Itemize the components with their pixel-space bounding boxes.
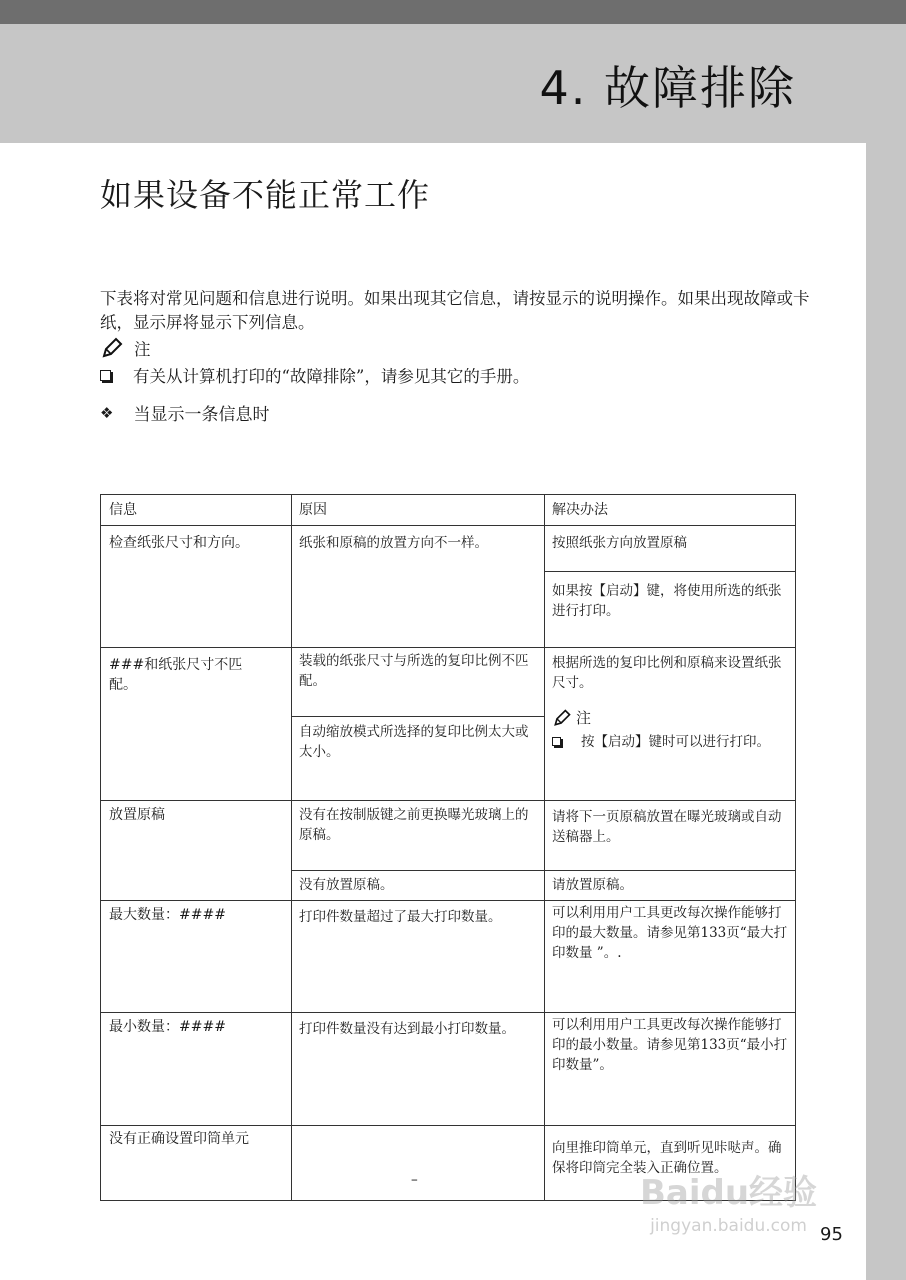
row2-note-item-text: 按【启动】键时可以进行打印。 bbox=[581, 734, 770, 750]
row6-solution: 向里推印筒单元，直到听见咔哒声。确保将印筒完全装入正确位置。 bbox=[552, 1140, 782, 1176]
page-heading: 如果设备不能正常工作 bbox=[100, 176, 431, 214]
note-item-text: 有关从计算机打印的“故障排除”，请参见其它的手册。 bbox=[133, 367, 530, 386]
row2-note-label: 注 bbox=[576, 709, 592, 727]
side-tab bbox=[866, 143, 906, 1280]
diamond-bullet-icon: ❖ bbox=[100, 403, 114, 422]
header-cause: 原因 bbox=[299, 502, 327, 518]
watermark bbox=[640, 1165, 817, 1236]
checkbox-icon bbox=[552, 737, 561, 746]
note-item bbox=[100, 363, 529, 387]
header-solution: 解决办法 bbox=[552, 502, 608, 518]
message-table bbox=[100, 494, 796, 1201]
row5-solution: 可以利用用户工具更改每次操作能够打印的最小数量。请参见第133页“最小打印数量”。 bbox=[552, 1017, 788, 1073]
row3-solution2: 请放置原稿。 bbox=[552, 877, 633, 893]
intro-paragraph: 下表将对常见问题和信息进行说明。如果出现其它信息，请按显示的说明操作。如果出现故障或卡纸，显示屏将显示下列信息。 bbox=[100, 289, 810, 332]
row1-cause: 纸张和原稿的放置方向不一样。 bbox=[299, 535, 488, 551]
row-divider bbox=[101, 800, 795, 801]
row6-cause: – bbox=[411, 1172, 418, 1188]
section-title bbox=[100, 400, 269, 425]
row5-cause: 打印件数量没有达到最小打印数量。 bbox=[299, 1021, 515, 1037]
column-divider bbox=[544, 495, 545, 1200]
row1-solution2: 如果按【启动】键，将使用所选的纸张进行打印。 bbox=[552, 583, 782, 619]
row3-cause2: 没有放置原稿。 bbox=[299, 877, 394, 893]
row3-message: 放置原稿 bbox=[109, 807, 165, 823]
pencil-icon bbox=[552, 708, 572, 728]
watermark-url: jingyan.baidu.com bbox=[650, 1216, 807, 1236]
header-top-strip bbox=[0, 0, 906, 24]
row6-message: 没有正确设置印筒单元 bbox=[109, 1131, 249, 1147]
chapter-header bbox=[0, 24, 906, 143]
checkbox-icon bbox=[100, 370, 111, 381]
chapter-title: 4. 故障排除 bbox=[539, 61, 796, 115]
row5-message: 最小数量：#### bbox=[109, 1019, 226, 1035]
row2-note-item bbox=[552, 732, 790, 752]
row-divider bbox=[101, 1125, 795, 1126]
section-title-text: 当显示一条信息时 bbox=[133, 405, 270, 425]
row2-note bbox=[552, 708, 790, 752]
pencil-icon bbox=[100, 336, 124, 360]
row4-message: 最大数量：#### bbox=[109, 907, 226, 923]
row4-cause: 打印件数量超过了最大打印数量。 bbox=[299, 909, 502, 925]
row1-message: 检查纸张尺寸和方向。 bbox=[109, 535, 249, 551]
note-heading bbox=[100, 336, 151, 360]
row2-cause2: 自动缩放模式所选择的复印比例太大或太小。 bbox=[299, 724, 529, 760]
row2-solution: 根据所选的复印比例和原稿来设置纸张尺寸。 bbox=[552, 655, 782, 691]
row-divider bbox=[101, 525, 795, 526]
row4-solution: 可以利用用户工具更改每次操作能够打印的最大数量。请参见第133页“最大打印数量 ”。. bbox=[552, 905, 788, 961]
row2-note-heading bbox=[552, 708, 790, 728]
row-divider bbox=[101, 900, 795, 901]
row2-cause1: 装载的纸张尺寸与所选的复印比例不匹配。 bbox=[299, 653, 529, 689]
row-divider bbox=[101, 647, 795, 648]
row-divider bbox=[292, 716, 544, 717]
page-number: 95 bbox=[820, 1224, 843, 1245]
row-divider bbox=[101, 1012, 795, 1013]
row3-solution1: 请将下一页原稿放置在曝光玻璃或自动送稿器上。 bbox=[552, 809, 782, 845]
column-divider bbox=[291, 495, 292, 1200]
note-label: 注 bbox=[134, 340, 151, 359]
row3-cause1: 没有在按制版键之前更换曝光玻璃上的原稿。 bbox=[299, 807, 529, 843]
row1-solution1: 按照纸张方向放置原稿 bbox=[552, 535, 687, 551]
row2-message: ###和纸张尺寸不匹配。 bbox=[109, 657, 243, 693]
header-message: 信息 bbox=[109, 502, 137, 518]
watermark-logo: Baidu经验 bbox=[640, 1173, 818, 1213]
row-divider bbox=[545, 571, 795, 572]
